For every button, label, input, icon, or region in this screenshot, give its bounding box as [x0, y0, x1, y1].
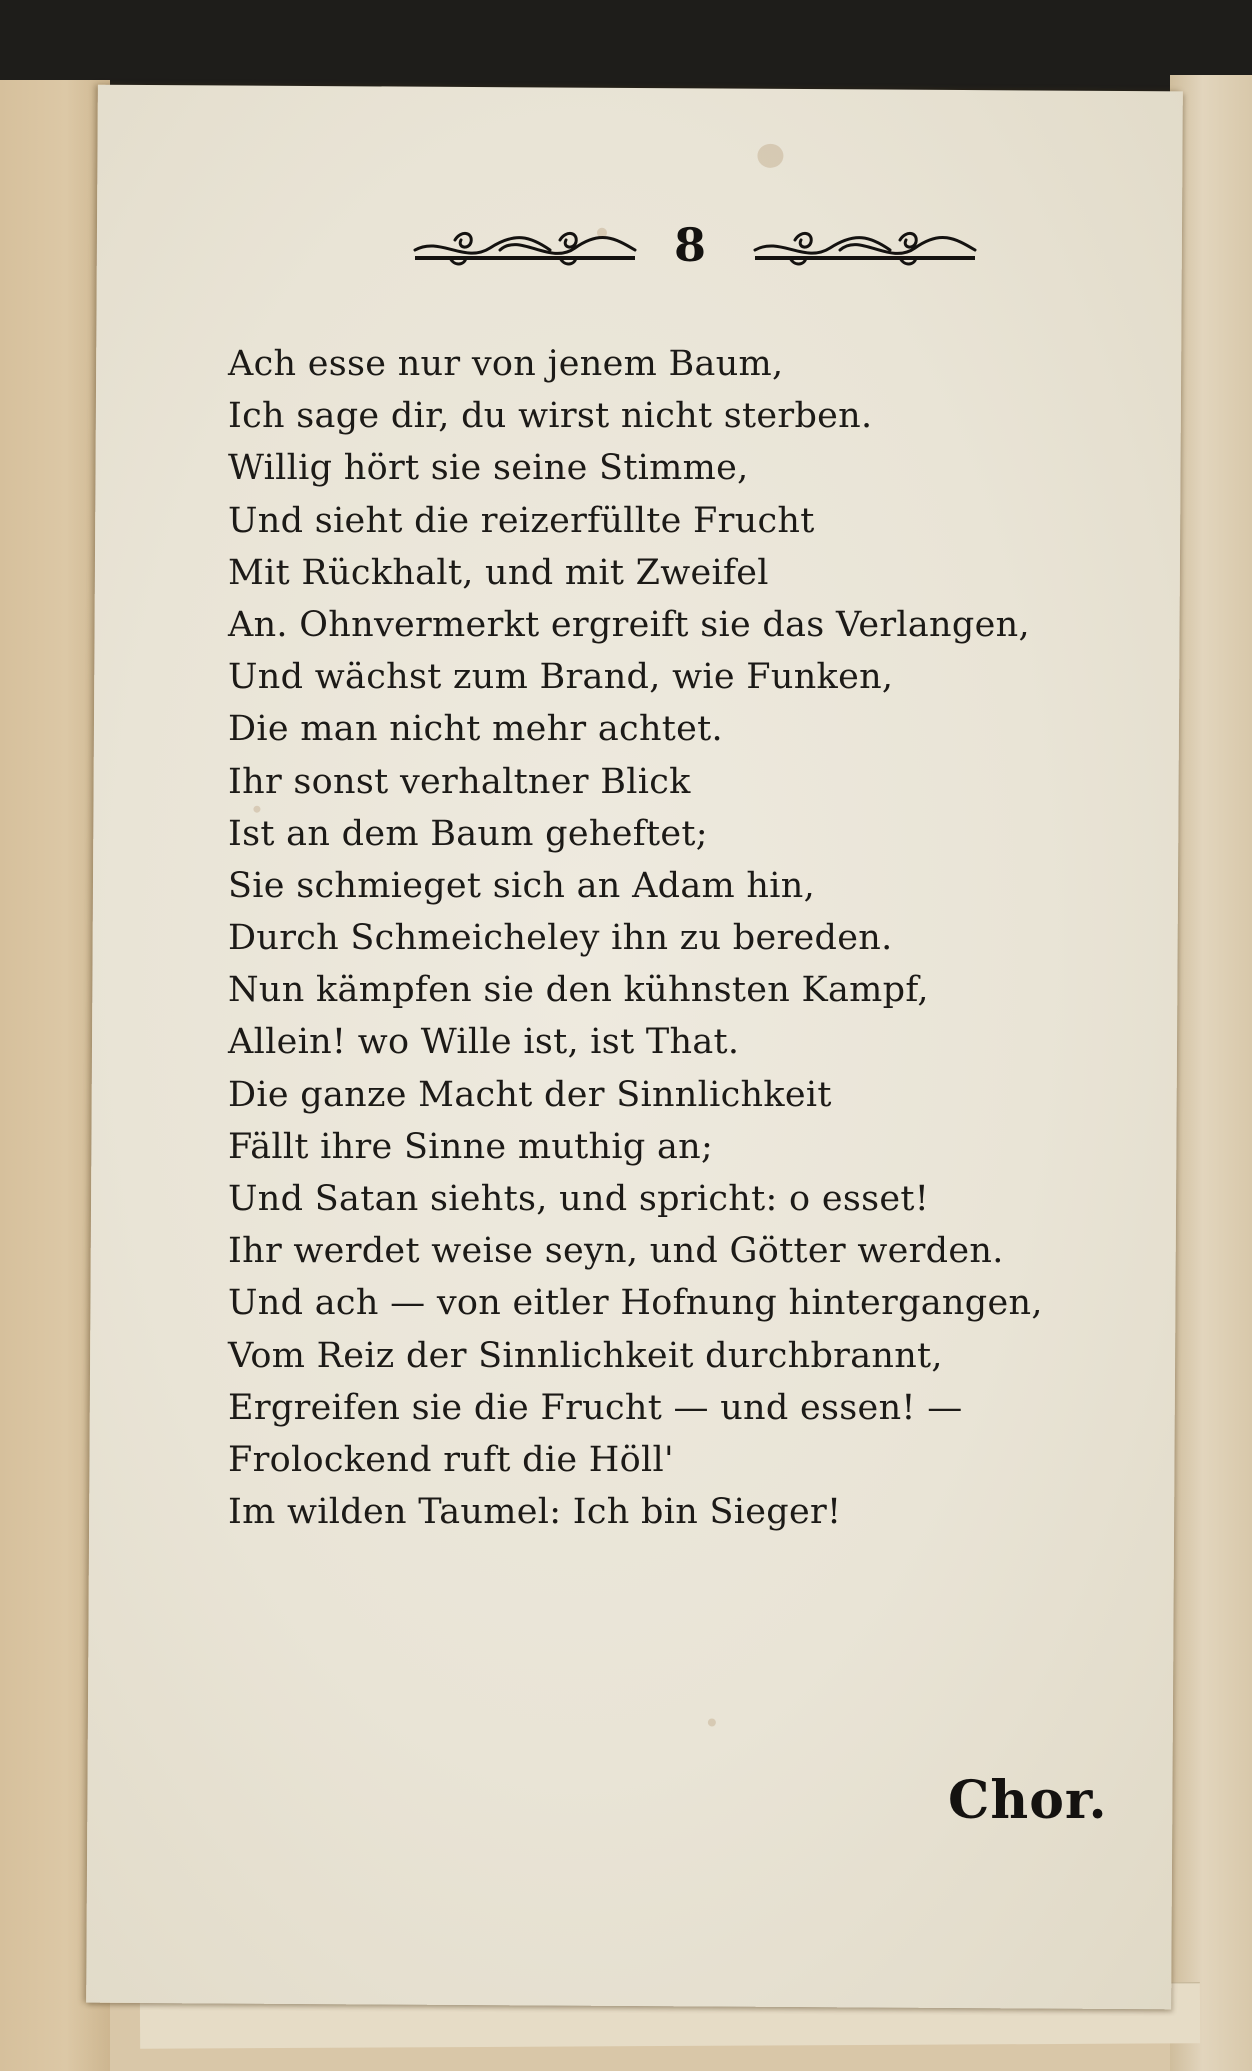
poem-line: Ihr sonst verhaltner Blick [228, 761, 691, 802]
poem-line: An. Ohnvermerkt ergreift sie das Verlangen, [228, 604, 1030, 645]
poem-line: Die man nicht mehr achtet. [228, 709, 723, 750]
poem-line: Vom Reiz der Sinnlichkeit durchbrannt, [228, 1335, 943, 1376]
page-header [300, 218, 980, 278]
poem-line: Durch Schmeicheley ihn zu bereden. [228, 918, 893, 959]
poem-line: Allein! wo Wille ist, ist That. [228, 1022, 740, 1063]
scan-top-border [0, 0, 1252, 95]
poem-line: Und ach — von eitler Hofnung hintergangen, [228, 1283, 1043, 1324]
poem-line: Nun kämpfen sie den kühnsten Kampf, [228, 970, 929, 1011]
poem-line: Im wilden Taumel: Ich bin Sieger! [228, 1492, 842, 1533]
poem-line: Fällt ihre Sinne muthig an; [228, 1126, 714, 1167]
poem-line: Und Satan siehts, und spricht: o esset! [228, 1179, 930, 1219]
poem-line: Ergreifen sie die Frucht — und essen! — [228, 1387, 963, 1428]
poem-line: Ist an dem Baum geheftet; [228, 813, 708, 854]
poem-line: Frolockend ruft die Höll' [228, 1439, 674, 1480]
poem-line: Und wächst zum Brand, wie Funken, [228, 657, 894, 698]
poem-line: Willig hört sie seine Stimme, [228, 448, 749, 489]
ornament-left-icon [410, 226, 640, 270]
page-number: 8 [673, 218, 706, 272]
poem-text [228, 338, 1088, 1538]
poem-line: Die ganze Macht der Sinnlichkeit [228, 1074, 832, 1115]
poem-line: Ich sage dir, du wirst nicht sterben. [228, 396, 873, 437]
foxing-spot [757, 144, 783, 168]
underlying-leaf-right [1170, 75, 1252, 2071]
ornament-right-icon [750, 226, 980, 270]
poem-line: Sie schmieget sich an Adam hin, [228, 865, 816, 906]
poem-line: Ach esse nur von jenem Baum, [228, 344, 784, 384]
poem-line: Ihr werdet weise seyn, und Götter werden. [228, 1231, 1004, 1272]
poem-line: Mit Rückhalt, und mit Zweifel [228, 552, 769, 593]
catchword: Chor. [948, 1770, 1108, 1831]
poem-line: Und sieht die reizerfüllte Frucht [228, 500, 815, 541]
foxing-spot [708, 1718, 716, 1726]
